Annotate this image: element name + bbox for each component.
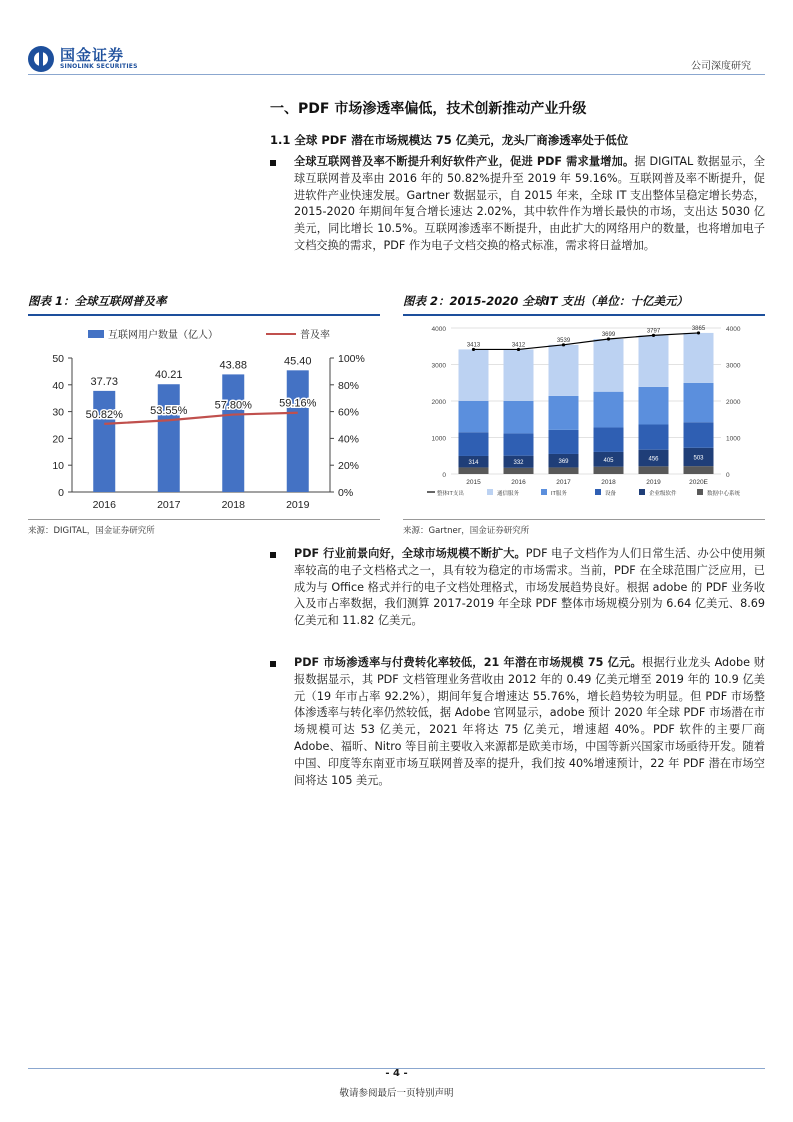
section-title: 一、PDF 市场渗透率偏低，技术创新推动产业升级 bbox=[270, 101, 587, 117]
x-tick-label: 2018 bbox=[221, 499, 245, 511]
bar-segment-数据中心系统 bbox=[459, 467, 489, 474]
x-tick-label: 2016 bbox=[511, 479, 526, 486]
bar-segment-数据中心系统 bbox=[639, 466, 669, 474]
y-right-tick-label: 40% bbox=[338, 433, 360, 446]
x-tick-label: 2019 bbox=[646, 479, 661, 486]
bullet-square-icon bbox=[270, 552, 276, 558]
paragraph-lead: 全球互联网普及率不断提升利好软件产业，促进 PDF 需求量增加。 bbox=[294, 155, 635, 168]
line-penetration-rate bbox=[104, 413, 298, 424]
bar-segment-IT服务 bbox=[594, 392, 624, 428]
bar-segment-数据中心系统 bbox=[684, 466, 714, 474]
bar-segment-数据中心系统 bbox=[549, 467, 579, 474]
paragraph-body: 根据行业龙头 Adobe 财报数据显示，其 PDF 文档管理业务营收由 2012 年的 0.49 亿美元增至 2019 年的 10.9 亿美元（19 年市占率 92.2%），期间年复合增速达 55.76%，增长趋势较为明显。但 PDF 市场整体渗透率与转化率仍然较低，据 Adobe 官网显示，adobe 预计 2020 年全球 PDF 市场潜在市场规模可达 53 亿美元，2021 年将达 75 亿美元，增速超 40%。PDF 软件的主要厂商 Adobe、福昕、Nitro 等目前主要收入来源都是欧美市场，中国等新兴国家市场亟待开发。随着中国、印度等东南亚市场互联网普及率的提升，我们按 40%增速预计，22 年 PDF 潜在市场空间将达 105 美元。 bbox=[294, 656, 765, 787]
x-tick-label: 2020E bbox=[689, 479, 708, 486]
y-right-tick-label: 80% bbox=[338, 379, 360, 392]
bar-users-2018 bbox=[222, 374, 244, 492]
bullet-square-icon bbox=[270, 661, 276, 667]
legend-label: 企业级软件 bbox=[649, 491, 677, 497]
page-header bbox=[0, 0, 793, 80]
y-left-tick-label: 20 bbox=[52, 433, 64, 446]
line-label-penetration: 57.80% bbox=[214, 399, 252, 412]
line-label-penetration: 59.16% bbox=[279, 397, 317, 410]
label-total-it-spending: 3797 bbox=[646, 328, 661, 335]
bar-users-2019 bbox=[287, 370, 309, 492]
y-left-tick-label: 30 bbox=[52, 406, 64, 419]
bar-segment-通信服务 bbox=[459, 349, 489, 400]
figure-2-title: 图表 2：2015-2020 全球IT 支出（单位：十亿美元） bbox=[403, 294, 688, 308]
bar-segment-通信服务 bbox=[684, 333, 714, 383]
x-tick-label: 2017 bbox=[157, 499, 181, 511]
bar-segment-通信服务 bbox=[639, 335, 669, 386]
bar-segment-通信服务 bbox=[549, 345, 579, 396]
logo-icon bbox=[28, 46, 54, 72]
y-right-tick-label: 20% bbox=[338, 460, 360, 473]
y-left-tick-label: 0 bbox=[442, 472, 446, 479]
bar-segment-数据中心系统 bbox=[504, 468, 534, 474]
bar-segment-通信服务 bbox=[504, 349, 534, 400]
bar-segment-label: 314 bbox=[468, 460, 479, 467]
bar-segment-数据中心系统 bbox=[594, 467, 624, 474]
bar-segment-设备 bbox=[504, 433, 534, 455]
y-right-tick-label: 60% bbox=[338, 406, 360, 419]
page-number: - 4 - bbox=[385, 1068, 408, 1079]
y-left-tick-label: 4000 bbox=[431, 326, 446, 333]
company-logo bbox=[28, 46, 138, 72]
bar-segment-IT服务 bbox=[504, 401, 534, 433]
section-subtitle: 1.1 全球 PDF 潜在市场规模达 75 亿美元，龙头厂商渗透率处于低位 bbox=[270, 133, 629, 147]
legend-label-penetration: 普及率 bbox=[300, 330, 330, 341]
bullet-paragraph-2 bbox=[270, 546, 765, 630]
bullet-paragraph-3 bbox=[270, 655, 765, 789]
bar-segment-设备 bbox=[684, 422, 714, 448]
bar-segment-label: 456 bbox=[648, 456, 659, 463]
figure-1-top-rule bbox=[28, 314, 380, 316]
bar-segment-IT服务 bbox=[639, 387, 669, 425]
legend-swatch bbox=[639, 489, 645, 495]
legend-label: IT服务 bbox=[551, 491, 567, 497]
bar-label-users: 37.73 bbox=[90, 375, 119, 388]
bar-segment-IT服务 bbox=[684, 383, 714, 422]
document-type: 公司深度研究 bbox=[691, 61, 751, 72]
bar-segment-设备 bbox=[459, 432, 489, 456]
y-right-tick-label: 4000 bbox=[726, 326, 741, 333]
bar-segment-label: 332 bbox=[513, 460, 524, 467]
y-right-tick-label: 0 bbox=[726, 472, 730, 479]
y-left-tick-label: 10 bbox=[52, 460, 64, 473]
y-left-tick-label: 3000 bbox=[431, 362, 446, 370]
legend-label: 设备 bbox=[605, 491, 617, 497]
x-tick-label: 2015 bbox=[466, 479, 481, 486]
y-left-tick-label: 2000 bbox=[431, 399, 446, 406]
x-tick-label: 2018 bbox=[601, 479, 616, 486]
paragraph-lead: PDF 市场渗透率与付费转化率较低，21 年潜在市场规模 75 亿元。 bbox=[294, 656, 642, 669]
bar-segment-设备 bbox=[594, 427, 624, 451]
y-left-tick-label: 40 bbox=[52, 379, 64, 392]
label-total-it-spending: 3412 bbox=[511, 342, 526, 349]
y-right-tick-label: 2000 bbox=[726, 399, 741, 406]
x-tick-label: 2019 bbox=[286, 499, 310, 511]
label-total-it-spending: 3699 bbox=[601, 331, 616, 338]
label-total-it-spending: 3539 bbox=[556, 337, 571, 344]
paragraph-lead: PDF 行业前景向好，全球市场规模不断扩大。 bbox=[294, 547, 526, 560]
bar-segment-label: 503 bbox=[693, 455, 704, 462]
bar-segment-label: 369 bbox=[558, 459, 569, 466]
bar-segment-设备 bbox=[549, 430, 579, 454]
it-spending-chart bbox=[403, 318, 765, 518]
bar-segment-IT服务 bbox=[459, 401, 489, 432]
y-left-tick-label: 50 bbox=[52, 353, 64, 365]
legend-swatch bbox=[541, 489, 547, 495]
logo-name-cn: 国金证券 bbox=[60, 46, 125, 64]
y-left-tick-label: 1000 bbox=[431, 435, 446, 443]
figure-2-source: 来源：Gartner，国金证券研究所 bbox=[403, 526, 530, 536]
bar-label-users: 43.88 bbox=[219, 359, 248, 372]
figure-1-source: 来源：DIGITAL，国金证券研究所 bbox=[28, 526, 155, 536]
legend-swatch bbox=[697, 489, 703, 495]
y-right-tick-label: 100% bbox=[338, 353, 365, 365]
legend-swatch bbox=[595, 489, 601, 495]
line-label-penetration: 53.55% bbox=[150, 405, 188, 418]
disclaimer-note: 敬请参阅最后一页特别声明 bbox=[339, 1088, 454, 1099]
bar-segment-label: 405 bbox=[603, 457, 614, 464]
figure-2-top-rule bbox=[403, 314, 765, 316]
internet-penetration-chart bbox=[28, 318, 380, 518]
bullet-square-icon bbox=[270, 160, 276, 166]
legend-label-users: 互联网用户数量（亿人） bbox=[108, 330, 218, 341]
y-right-tick-label: 3000 bbox=[726, 362, 741, 370]
y-right-tick-label: 1000 bbox=[726, 435, 741, 443]
legend-label: 通信服务 bbox=[497, 491, 520, 497]
x-tick-label: 2016 bbox=[92, 499, 116, 511]
figure-1-title: 图表 1：全球互联网普及率 bbox=[28, 294, 167, 308]
figure-1-bottom-rule bbox=[28, 519, 380, 520]
bar-users-2016 bbox=[93, 391, 115, 492]
y-right-tick-label: 0% bbox=[338, 487, 354, 499]
bar-segment-通信服务 bbox=[594, 339, 624, 392]
bar-label-users: 45.40 bbox=[283, 355, 312, 368]
x-tick-label: 2017 bbox=[556, 479, 571, 486]
label-total-it-spending: 3413 bbox=[466, 342, 481, 349]
bullet-paragraph-1 bbox=[270, 154, 765, 255]
bar-users-2017 bbox=[158, 384, 180, 492]
logo-name-en: SINOLINK SECURITIES bbox=[60, 63, 138, 70]
legend-label: 整体IT支出 bbox=[437, 491, 464, 497]
legend-swatch bbox=[487, 489, 493, 495]
line-label-penetration: 50.82% bbox=[85, 408, 123, 421]
bar-segment-IT服务 bbox=[549, 396, 579, 430]
header-divider bbox=[28, 74, 765, 75]
label-total-it-spending: 3865 bbox=[691, 325, 706, 332]
y-left-tick-label: 0 bbox=[58, 487, 64, 499]
paragraph-body: PDF 电子文档作为人们日常生活、办公中使用频率较高的电子文档格式之一，具有较为稳定的市场需求。当前，PDF 在全球范围广泛应用，已成为与 Office 格式并行的电子文档处理格式，市场发展趋势良好。根据 adobe 的 PDF 业务收入及市占率数据，我们测算 2017-2019 年全球 PDF 整体市场规模分别为 6.64 亿美元、8.69 亿美元和 11.82 亿美元。 bbox=[294, 547, 766, 628]
paragraph-body: 据 DIGITAL 数据显示，全球互联网普及率由 2016 年的 50.82%提升至 2019 年 59.16%。互联网普及率不断提升，促进软件产业快速发展。Gartner 数据显示，自 2015 年来，全球 IT 支出整体呈稳定增长势态，2015-2020 年期间年复合增长速达 2.02%，其中软件作为增长最快的市场，支出达 5030 亿美元，同比增长 10.5%。互联网渗透率不断提升，由此扩大的网络用户的数量，也将增加电子文档交换的需求，PDF 作为电子文档交换的格式标准，需求将日益增加。 bbox=[294, 155, 765, 252]
bar-segment-设备 bbox=[639, 425, 669, 450]
bar-label-users: 40.21 bbox=[154, 369, 183, 382]
legend-label: 数据中心系统 bbox=[707, 491, 741, 497]
figure-2-bottom-rule bbox=[403, 519, 765, 520]
legend-swatch-users bbox=[88, 330, 104, 338]
